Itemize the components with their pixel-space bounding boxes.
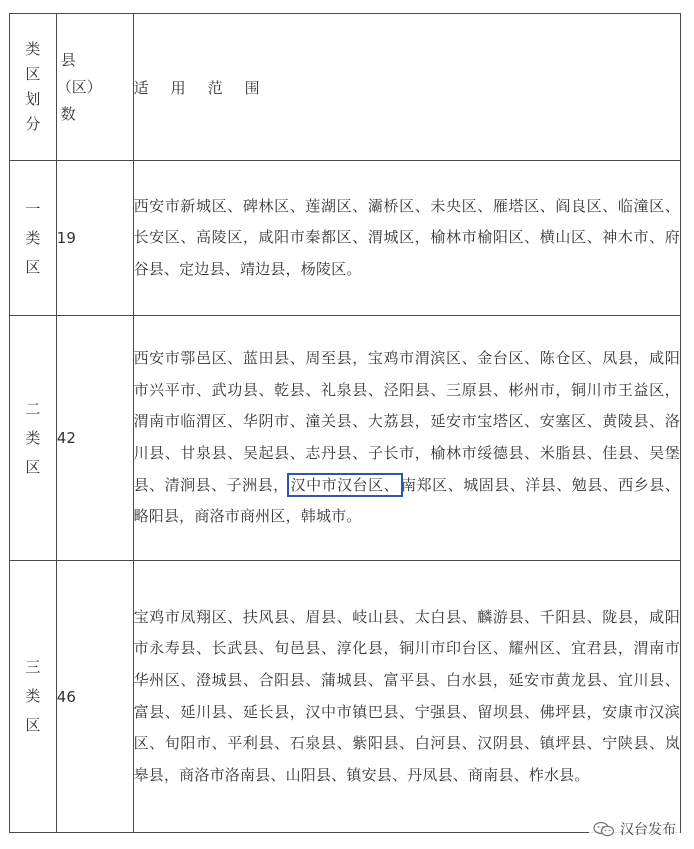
category-char: 一 [25, 199, 41, 218]
category-char: 三 [25, 658, 41, 676]
row-count: 19 [56, 161, 133, 316]
category-char: 类 [25, 687, 41, 705]
header-count-line: 县 [60, 50, 76, 69]
category-char: 类 [25, 428, 41, 447]
row-category [10, 316, 57, 561]
scope-text: 西安市鄠邑区、蓝田县、周至县，宝鸡市渭滨区、金台区、陈仓区、凤县，咸阳市兴平市、武功县、乾县、礼泉县、泾阳县、三原县、彬州市，铜川市王益区，渭南市临渭区、华阴市、潼关县、大荔县，延安市宝塔区、安塞区、黄陵县、洛川县、甘泉县、吴起县、志丹县、子长市，榆林市绥德县、米脂县、佳县、吴堡县、清涧县、子洲县， [133, 349, 680, 494]
table-header-row [10, 14, 681, 161]
category-char: 区 [25, 457, 41, 476]
row-category [10, 161, 57, 316]
watermark-text: 汉台发布 [620, 822, 676, 838]
category-char: 区 [25, 257, 41, 276]
watermark [589, 817, 680, 841]
table-row [10, 561, 681, 833]
table-row [10, 316, 681, 561]
header-category-char: 类 [25, 40, 41, 58]
scope-text: 南郑区、城固县、洋县、勉县、西乡县、略阳县，商洛市商州区，韩城市。 [133, 475, 680, 526]
header-count [56, 14, 133, 161]
highlighted-district: 汉中市汉台区、 [287, 473, 404, 497]
header-category-char: 分 [25, 115, 41, 133]
row-count: 46 [56, 561, 133, 833]
header-scope: 适用范围 [133, 14, 680, 161]
row-scope [133, 316, 680, 561]
category-char: 二 [25, 399, 41, 418]
header-category [10, 14, 57, 161]
header-count-line: 数 [60, 104, 76, 123]
row-scope: 宝鸡市凤翔区、扶风县、眉县、岐山县、太白县、麟游县、千阳县、陇县，咸阳市永寿县、长武县、旬邑县、淳化县，铜川市印台区、耀州区、宜君县，渭南市华州区、澄城县、合阳县、蒲城县、富平县、白水县，延安市黄龙县、宜川县、富县、延川县、延长县，汉中市镇巴县、宁强县、留坝县、佛坪县，安康市汉滨区、旬阳市、平利县、石泉县、紫阳县、白河县、汉阴县、镇坪县、宁陕县、岚皋县，商洛市洛南县、山阳县、镇安县、丹凤县、商南县、柞水县。 [133, 561, 680, 833]
category-char: 类 [25, 228, 41, 247]
row-category [10, 561, 57, 833]
category-char: 区 [25, 716, 41, 734]
row-count: 42 [56, 316, 133, 561]
wechat-icon [593, 821, 615, 837]
regional-classification-table [9, 13, 681, 833]
header-count-line: （区） [56, 77, 102, 96]
table-row [10, 161, 681, 316]
header-category-char: 区 [25, 65, 41, 83]
row-scope: 西安市新城区、碑林区、莲湖区、灞桥区、未央区、雁塔区、阎良区、临潼区、长安区、高陵区，咸阳市秦都区、渭城区，榆林市榆阳区、横山区、神木市、府谷县、定边县、靖边县，杨陵区。 [133, 161, 680, 316]
header-category-char: 划 [25, 90, 41, 108]
